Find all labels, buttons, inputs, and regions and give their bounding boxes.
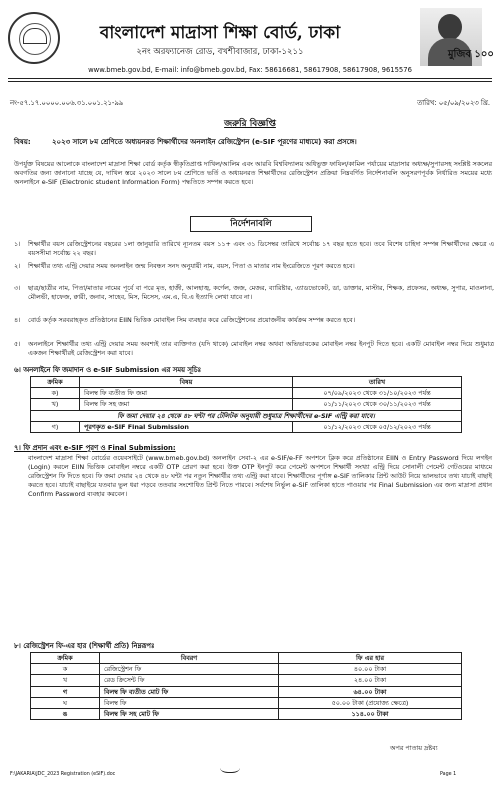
table-row: খ রেড ক্রিসেন্ট ফি ২৪.০০ টাকা (31, 675, 462, 686)
intro-paragraph: উপর্যুক্ত বিষয়ের আলোকে বাংলাদেশ মাদ্রাসা শিক্ষা বোর্ড কর্তৃক স্বীকৃতিপ্রাপ্ত দাখিল/আলিম এবং আরবি বিশ্ববিদ্যালয় অধিভুক্ত ফাযিল/কামিল পর্যায়ের মাদ্রাসার অধ্যক্ষ/সুপারসহ সংশ্লিষ্ট সকলের অবগতির জন্য জানানো যাচ্ছে যে, দাখিল স্তরে ২০২৩ সালে ৮ম শ্রেণিতে ভর্তি ও অধ্যয়নরত শিক্ষার্থীদের রেজিস্ট্রেশন প্রক্রিয়া নিম্নবর্ণিত নির্দেশনাবলি অনুসরণপূর্বক নির্ধারিত সময়ের মধ্যে অনলাইনে e-SIF (Electronic student Information Form) পদ্ধতিতে সম্পন্ন করতে হবে। (14, 160, 492, 187)
org-address: ২নং অরফ্যানেজ রোড, বখশীবাজার, ঢাকা-১২১১ (136, 47, 304, 57)
schedule-table (30, 376, 462, 433)
org-contact: www.bmeb.gov.bd, E-mail: info@bmeb.gov.bd, Fax: 58616681, 58617908, 58617908, 9615576 (88, 66, 412, 74)
fee-table (30, 652, 462, 720)
fee-title: ৮। রেজিস্ট্রেশন ফি-এর হার (শিক্ষার্থী প্রতি) নিম্নরূপঃ (14, 642, 155, 650)
mujib-100-badge: মুজিব ১০০ (448, 49, 494, 60)
table-row: গ বিলম্ব ফি ব্যতীত মোট ফি ৬৪.০০ টাকা (31, 686, 462, 697)
table-row: ঘ বিলম্ব ফি ৫০.০০ টাকা (প্রযোজ্য ক্ষেত্রে) (31, 697, 462, 708)
table-row: ক রেজিস্ট্রেশন ফি ৪০.০০ টাকা (31, 664, 462, 675)
section7-title: ৭। ফি প্রদান এবং e-SIF পূরণ ও Final Submission: (14, 444, 176, 452)
table-row: গ) পূরণকৃত e-SIF Final Submission ০১/১২/২০২৩ থেকে ০৫/১২/২০২৩ পর্যন্ত (31, 421, 462, 432)
list-item: ৪। বোর্ড কর্তৃক সরবরাহকৃত প্রতিষ্ঠানের EIIN ভিত্তিক মোবাইল সিম ব্যবহার করে রেজিস্ট্রেশনের প্রয়োজনীয় কার্যক্রম সম্পন্ন করতে হবে। (14, 316, 356, 324)
column-header: বিবরণ (100, 653, 279, 664)
continued-note: অপর পাতায় দ্রষ্টব্য (390, 744, 438, 752)
instructions-title: নির্দেশনাবলি (190, 216, 312, 232)
issue-date: তারিখ: ০৫/০৯/২০২৩ খ্রি. (417, 99, 490, 107)
file-path: F:\JAKARIA\JDC_2023 Registration (eSIF).doc (10, 772, 116, 777)
column-header: বিষয় (80, 377, 293, 388)
list-item: ৫। অনলাইনে শিক্ষার্থীর তথ্য এন্ট্রি দেয়ার সময় অবশ্যই তার ব্যক্তিগত (যদি থাকে) মোবাইল নম্বর অথবা অভিভাবকের মোবাইল নম্বর ইনপুট দিতে হবে। একটি মোবাইল নম্বর দিয়ে শুধুমাত্র একজন শিক্ষার্থীরই রেজিস্ট্রেশন করা যাবে। (14, 340, 494, 357)
subject-label: বিষয়: (14, 138, 31, 146)
subject-text: ২০২৩ সালে ৮ম শ্রেণিতে অধ্যয়নরত শিক্ষার্থীদের অনলাইন রেজিস্ট্রেশন (e-SIF পূরণের মাধ্যমে) করা প্রসঙ্গে। (52, 138, 357, 146)
column-header: ফি এর হার (279, 653, 462, 664)
table-note-row: ফি জমা দেয়ার ২৪ থেকে ৪৮ ঘন্টা পর টেলিটক অনুযায়ী শুধুমাত্র শিক্ষার্থীদের e-SIF এন্ট্রি করা যাবে। (31, 410, 462, 421)
column-header: তারিখ (293, 377, 462, 388)
column-header: ক্রমিক (31, 377, 80, 388)
section7-text: বাংলাদেশ মাদ্রাসা শিক্ষা বোর্ডের ওয়েবসাইটে (www.bmeb.gov.bd) অনলাইন সেবা-২ এর e-SIF/e-FF অপশনে ক্লিক করে প্রতিষ্ঠানের EIIN ও Entry Password দিয়ে লগইন (Login) করলে EIIN ভিত্তিক মোবাইল নম্বরে একটি OTP প্রেরণ করা হবে। উক্ত OTP ইনপুট করে পেমেন্ট অপশনে শিক্ষার্থী সংখ্যা এন্ট্রি দিয়ে সোনালী পেমেন্ট গেটওয়ের মাধ্যমে রেজিস্ট্রেশন ফি দিতে হবে। ফি জমা দেয়ার ২৪ থেকে ৪৮ ঘন্টা পর নতুন শিক্ষার্থীর তথ্য এন্ট্রি করা যাবে। শিক্ষার্থীদের পূর্ণাঙ্গ e-SIF তালিকার প্রিন্ট আউট নিয়ে ভালভাবে তথ্য যাচাই বাছাই করতে হবে। যাচাই বাছাইয়ে যতবার ভুল ধরা পড়বে ততবার সংশোধিত প্রিন্ট নিতে পারবে। সর্বশেষ নির্ভুল e-SIF তালিকা হাতে পাওয়ার পর Final Submission এর জন্য মাদ্রাসা প্রধান Confirm Password ব্যবহার করবেন। (28, 454, 492, 498)
table-row: ঙ বিলম্ব ফি সহ মোট ফি ১১৪.০০ টাকা (31, 708, 462, 719)
reference-number: নং-৫৭.১৭.০০০০.০০৬.৩১.০০১.২১-৯৯ (10, 99, 124, 107)
header-divider (8, 78, 492, 79)
header-divider-thin (8, 81, 492, 82)
notice-title: জরুরি বিজ্ঞপ্তি (224, 119, 276, 129)
schedule-title: ৬। অনলাইনে ফি জমাদান ও e-SIF Submission এর সময় সূচিঃ (14, 366, 202, 374)
column-header: ক্রমিক (31, 653, 100, 664)
org-name: বাংলাদেশ মাদ্রাসা শিক্ষা বোর্ড, ঢাকা (99, 23, 341, 43)
board-logo (8, 12, 60, 64)
table-row: ক) বিলম্ব ফি ব্যতীত ফি জমা ০৭/০৯/২০২৩ থেকে ৩১/১০/২০২৩ পর্যন্ত (31, 388, 462, 399)
list-item: ২। শিক্ষার্থীর তথ্য এন্ট্রি দেয়ার সময় অনলাইন জন্ম নিবন্ধন সনদ অনুযায়ী নাম, বয়স, পিতা ও মাতার নাম ইংরেজিতে পূরণ করতে হবে। (14, 262, 355, 270)
table-row: খ) বিলম্ব ফি সহ জমা ০১/১১/২০২৩ থেকে ৩০/১১/২০২৩ পর্যন্ত (31, 399, 462, 410)
page-number: Page 1 (440, 772, 457, 777)
signature (220, 760, 240, 773)
list-item: ১। শিক্ষার্থীর বয়স রেজিস্ট্রেশনের বছরের ১লা জানুয়ারি তারিখে ন্যূনতম বয়স ১১+ এবং ৩১ ডিসেম্বর তারিখে সর্বোচ্চ ১৭ বছর হতে হবে। তবে বিশেষ চাহিদা সম্পন্ন শিক্ষার্থীদের ক্ষেত্রে এ বয়সসীমা সর্বোচ্চ ২২ বছর। (14, 240, 494, 257)
list-item: ৩। ছাত্র/ছাত্রীর নাম, পিতা/মাতার নামের পূর্বে বা পরে মৃত, হাজী, আলহাজ্ব, কর্ণেল, জজ, মেজর, ব্যারিষ্টার, এ্যাডভোকেট, ডা, ডাক্তার, মাস্টার, শিক্ষক, প্রফেসর, অধ্যক্ষ, সুপার, মাওলানা, মৌলভী, হাফেজ, ক্বারী, জনাব, সাহেব, মিস, মিসেস, এম.এ, বি.এ ইত্যাদি লেখা যাবে না। (14, 284, 494, 301)
